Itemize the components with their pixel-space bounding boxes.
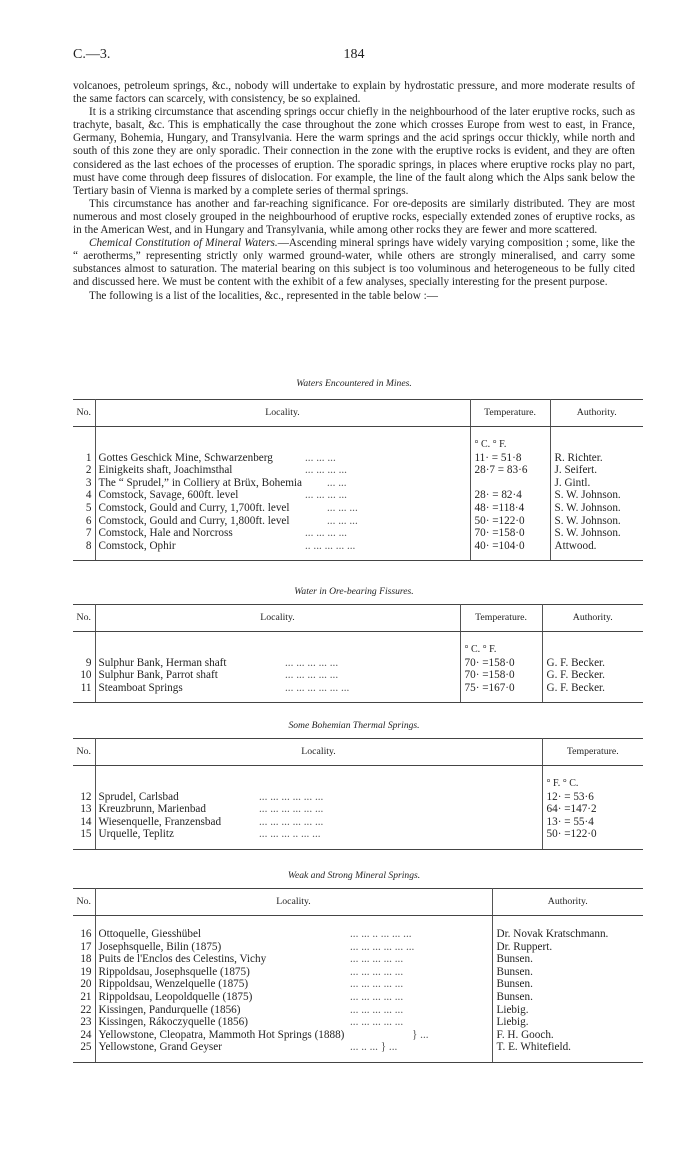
paragraph-italic-heading: Chemical Constitution of Mineral Waters. <box>89 237 278 250</box>
table-header-row <box>73 739 643 766</box>
temperature-units: ° C. ° F. <box>470 427 550 452</box>
table-bohemian-thermal-springs <box>73 738 643 850</box>
table-row: 4 Comstock, Savage, 600ft. level ... ... ... ... 28· = 82·4 S. W. Johnson. <box>73 489 643 502</box>
table-row: 23 Kissingen, Rákoczyquelle (1856) ... ... ... ... ... Liebig. <box>73 1016 643 1029</box>
table-row: 16 Ottoquelle, Giesshübel ... ... .. ... ... ... Dr. Novak Kratschmann. <box>73 928 643 941</box>
units-row <box>73 427 643 452</box>
table-row: 15 Urquelle, Teplitz ... ... ... .. ... ... 50· =122·0 <box>73 828 643 841</box>
column-header: Authority. <box>550 400 643 427</box>
column-header: Locality. <box>95 605 460 632</box>
table-ore-bearing-fissures <box>73 604 643 703</box>
column-header: Temperature. <box>470 400 550 427</box>
body-text <box>73 80 635 303</box>
table-caption: Waters Encountered in Mines. <box>296 378 412 389</box>
column-header: Locality. <box>95 889 492 916</box>
column-header: Temperature. <box>460 605 542 632</box>
column-header: Locality. <box>95 400 470 427</box>
column-header: Temperature. <box>542 739 643 766</box>
table-row: 5 Comstock, Gould and Curry, 1,700ft. level ... ... ... 48· =118·4 S. W. Johnson. <box>73 502 643 515</box>
paragraph: volcanoes, petroleum springs, &c., nobody will undertake to explain by hydrostatic pressure, and more moderate results of the same factors can scarcely, with consistency, be so explained. <box>73 80 635 106</box>
table-caption: Some Bohemian Thermal Springs. <box>288 720 420 731</box>
table-row: 7 Comstock, Hale and Norcross ... ... ... ... 70· =158·0 S. W. Johnson. <box>73 527 643 540</box>
temperature-units: ° C. ° F. <box>460 632 542 657</box>
column-header: No. <box>73 400 95 427</box>
table-row: 13 Kreuzbrunn, Marienbad ... ... ... ... ... ... 64· =147·2 <box>73 803 643 816</box>
document-reference: C.—3. <box>73 47 111 62</box>
page-header <box>73 47 635 65</box>
page-number: 184 <box>343 47 365 62</box>
table-caption: Weak and Strong Mineral Springs. <box>287 870 421 881</box>
table-mineral-springs <box>73 888 643 1063</box>
table-header-row <box>73 400 643 427</box>
paragraph-text: —Ascending mineral springs have widely varying composition ; some, like the “ aerotherms,” representing strictly only warmed ground-water, while others are strongly mineralised, and carry some substances almost to saturation. The material bearing on this subject is too voluminous and heterogeneous to be fully cited and discussed here. We must be content with the exhibit of a few analyses, specially interesting for the present purpose. <box>73 237 636 289</box>
column-header: No. <box>73 605 95 632</box>
column-header: Authority. <box>542 605 643 632</box>
table-row: 21 Rippoldsau, Leopoldquelle (1875) ... ... ... ... ... Bunsen. <box>73 991 643 1004</box>
table-row: 14 Wiesenquelle, Franzensbad ... ... ... ... ... ... 13· = 55·4 <box>73 816 643 829</box>
table-row: 20 Rippoldsau, Wenzelquelle (1875) ... ... ... ... ... Bunsen. <box>73 978 643 991</box>
table-row: 2 Einigkeits shaft, Joachimsthal ... ... ... ... 28·7 = 83·6 J. Seifert. <box>73 464 643 477</box>
table-row: 3 The “ Sprudel,” in Colliery at Brüx, Bohemia ... ... J. Gintl. <box>73 477 643 490</box>
table-row: 9 Sulphur Bank, Herman shaft ... ... ... ... ... 70· =158·0 G. F. Becker. <box>73 657 643 670</box>
table-row: 1 Gottes Geschick Mine, Schwarzenberg ... ... ... 11· = 51·8 R. Richter. <box>73 452 643 465</box>
table-row: 6 Comstock, Gould and Curry, 1,800ft. level ... ... ... 50· =122·0 S. W. Johnson. <box>73 515 643 528</box>
table-row: 11 Steamboat Springs ... ... ... ... ... ... 75· =167·0 G. F. Becker. <box>73 682 643 695</box>
column-header: No. <box>73 739 95 766</box>
column-header: Authority. <box>492 889 643 916</box>
table-waters-in-mines <box>73 399 643 561</box>
table-header-row <box>73 605 643 632</box>
paragraph: The following is a list of the localities, &c., represented in the table below :— <box>89 289 438 302</box>
table-row: 8 Comstock, Ophir .. ... ... ... ... 40· =104·0 Attwood. <box>73 540 643 553</box>
temperature-units: ° F. ° C. <box>546 778 579 789</box>
paragraph: It is a striking circumstance that ascending springs occur chiefly in the neighbourhood of the later eruptive rocks, such as trachyte, basalt, &c. This is emphatically the case throughout the zone which crosses Europe from west to east, in France, Germany, Bohemia, Hungary, and Transylvania. Here the warm springs and the acid springs occur thickly, while north and south of this zone they are only sporadic. Their connection in the zone with the eruptive rocks is evident, and they are often considered as the last echoes of the processes of eruption. The sporadic springs, in places where eruptive rocks play no part, must have come through deep fissures of dislocation. For example, the line of the fault along which the Alps sank below the Tertiary basin of Vienna is marked by a complete series of thermal springs. <box>73 106 635 197</box>
table-row: 25 Yellowstone, Grand Geyser ... .. ... } ... T. E. Whitefield. <box>73 1041 643 1054</box>
table-row: 17 Josephsquelle, Bilin (1875) ... ... ... ... ... ... Dr. Ruppert. <box>73 941 643 954</box>
table-row: 10 Sulphur Bank, Parrot shaft ... ... ... ... ... 70· =158·0 G. F. Becker. <box>73 669 643 682</box>
table-row: 19 Rippoldsau, Josephsquelle (1875) ... ... ... ... ... Bunsen. <box>73 966 643 979</box>
paragraph <box>73 237 635 289</box>
paragraph: This circumstance has another and far-reaching significance. For ore-deposits are similarly distributed. They are most numerous and most closely grouped in the neighbourhood of eruptive rocks, especially extended zones of eruptive rocks, as in the American West, and in Hungary and Transylvania, while among other rocks they are fewer and more scattered. <box>73 197 635 237</box>
table-caption: Water in Ore-bearing Fissures. <box>294 586 414 597</box>
table-row: 18 Puits de l'Enclos des Celestins, Vichy ... ... ... ... ... Bunsen. <box>73 953 643 966</box>
table-row: 22 Kissingen, Pandurquelle (1856) ... ... ... ... ... Liebig. <box>73 1004 643 1017</box>
table-row: 24 Yellowstone, Cleopatra, Mammoth Hot Springs (1888) } ... F. H. Gooch. <box>73 1029 643 1042</box>
column-header: Locality. <box>95 739 542 766</box>
table-header-row <box>73 889 643 916</box>
table-row: 12 Sprudel, Carlsbad ... ... ... ... ... ... 12· = 53·6 <box>73 791 643 804</box>
column-header: No. <box>73 889 95 916</box>
